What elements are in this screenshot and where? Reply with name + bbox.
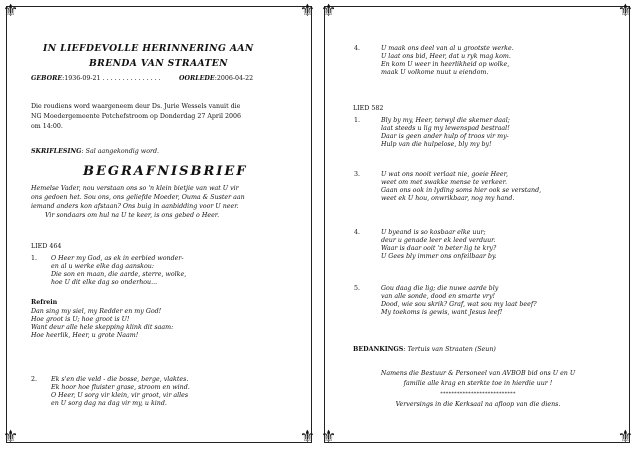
- verse-line: en al u werke elke dag aanskou:: [51, 263, 154, 271]
- service-intro-line: NG Moedergemeente Potchefstroom op Donderdag 27 April 2006: [31, 113, 241, 120]
- closing-line: Namens die Bestuur & Personeel van AVBOB bid ons U en U: [380, 370, 576, 377]
- verse-number: 3.: [354, 171, 361, 178]
- verse-line: O Heer my God, as ek in eerbied wonder-: [51, 255, 184, 262]
- hymn-verse-1: [381, 117, 510, 149]
- born-value: :1936-09-21 . . . . . . . . . . . . . . .: [62, 75, 161, 82]
- verse-line: Bly by my, Heer, terwyl die skemer daal;: [381, 117, 510, 124]
- refrain-line: Hoe groot is U; hoe groot is U!: [31, 316, 130, 324]
- fleur-de-lis-ornament-icon: ⚜: [299, 1, 315, 21]
- letter-line: Vir sondaars om hul na U te keer, is ons gebed o Heer.: [45, 212, 220, 219]
- verse-line: laat steeds u lig my lewenspad bestraal!: [381, 125, 510, 133]
- verse-number: 1.: [31, 255, 38, 262]
- fleur-de-lis-ornament-icon: ⚜: [3, 1, 19, 21]
- verse-line: hoe U dit elke dag so onderhou...: [51, 279, 158, 287]
- fleur-de-lis-ornament-icon: ⚜: [3, 427, 19, 447]
- service-intro-line: Die roudiens word waargeneem deur Ds. Jurie Wessels vanuit die: [31, 103, 241, 110]
- verse-line: weet om met swakke mense te verkeer.: [381, 179, 507, 187]
- verse-line: Ek hoor hoe fluister grase, stroom en wind.: [51, 384, 190, 392]
- verse-line: Daar is geen ander hulp of troos vir my-: [381, 133, 509, 141]
- verse-line: Gaan ons ook in lyding soms hier ook se verstand,: [381, 187, 542, 195]
- closing-line: Verversings in die Kerksaal na afloop van die diens.: [395, 401, 561, 408]
- fleur-de-lis-ornament-icon: ⚜: [617, 427, 633, 447]
- memorial-title-line2: BRENDA VAN STRAATEN: [89, 58, 228, 69]
- born-label: GEBORE: [31, 75, 63, 82]
- letter-line: ons gedoen het. Sou ons, ons geliefde Moeder, Ouma & Suster aan: [31, 194, 245, 201]
- died-label: OORLEDE: [179, 75, 215, 82]
- verse-number: 4.: [354, 229, 361, 236]
- scripture-reading: [31, 148, 159, 156]
- verse-1: [51, 255, 186, 287]
- verse-line: Dood, wie sou skrik? Graf, wat sou my laat beef?: [381, 301, 537, 309]
- verse-line: En kom U weer in heerlikheid op wolke,: [381, 61, 510, 69]
- refrain-line: Dan sing my siel, my Redder en my God!: [31, 308, 162, 315]
- reading-label: SKRIFLESING: [31, 148, 82, 155]
- fleur-de-lis-ornament-icon: ⚜: [321, 1, 337, 21]
- left-page: [3, 1, 315, 447]
- verse-line: en U sorg dag na dag vir my, u kind.: [51, 400, 167, 408]
- verse-line: maak U volkome nuut u eiendom.: [381, 69, 489, 77]
- hymn-verse-3: [381, 171, 541, 203]
- thanks-label: BEDANKINGS: [353, 346, 404, 353]
- verse-line: van alle sonde, dood en smarte vry!: [381, 293, 496, 301]
- verse-number: 2.: [31, 376, 38, 383]
- service-intro-line: om 14:00.: [31, 123, 63, 130]
- hymn-verse-5: [381, 285, 537, 317]
- verse-line: U Gees bly immer ons onfeilbaar by.: [381, 253, 497, 261]
- closing-divider: ***************************: [440, 391, 516, 397]
- verse-line: U wat ons nooit verlaat nie, goeie Heer,: [381, 171, 508, 178]
- verse-line: Waar is daar ooit 'n beter lig te kry?: [381, 245, 497, 253]
- refrain-line: Want deur alle hele skepping klink dit saam:: [31, 324, 174, 332]
- memorial-title-line1: IN LIEFDEVOLLE HERINNERING AAN: [43, 43, 254, 54]
- thanks-value: : Tertuis van Straaten (Seun): [403, 346, 496, 353]
- refrain: [31, 308, 173, 340]
- fleur-de-lis-ornament-icon: ⚜: [321, 427, 337, 447]
- section-heading: BEGRAFNISBRIEF: [83, 164, 248, 179]
- verse-4: [381, 45, 514, 77]
- verse-line: U maak ons deel van al u grootste werke.: [381, 45, 514, 52]
- acknowledgements: [353, 346, 496, 354]
- fleur-de-lis-ornament-icon: ⚜: [617, 1, 633, 21]
- verse-line: My toekoms is gewis, want Jesus leef!: [381, 309, 503, 317]
- verse-line: U laat ons bid, Heer, dat u ryk mag kom.: [381, 53, 511, 61]
- verse-line: deur u genade leer ek leed verduur.: [381, 237, 496, 245]
- verse-line: Gou daag die lig; die nuwe aarde bly: [381, 285, 499, 292]
- death-date: [179, 75, 253, 83]
- verse-number: 4.: [354, 45, 361, 52]
- hymn-verse-4: [381, 229, 497, 261]
- refrain-label: Refrein: [31, 299, 58, 306]
- verse-line: Die son en maan, die aarde, sterre, wolke,: [51, 271, 187, 279]
- letter-line: Hemelse Vader, nou verstaan ons so 'n klein bietjie van wat U vir: [31, 185, 239, 192]
- right-page: [321, 1, 633, 447]
- verse-line: O Heer, U sorg vir klein, vir groot, vir alles: [51, 392, 189, 400]
- verse-2: [51, 376, 190, 408]
- verse-line: weet ek U hou, onwrikbaar, nog my hand.: [381, 195, 515, 203]
- verse-line: Ek s'en die veld - die bosse, berge, vlaktes.: [51, 376, 189, 383]
- verse-number: 5.: [354, 285, 361, 292]
- verse-number: 1.: [354, 117, 361, 124]
- birth-date: [31, 75, 161, 83]
- fleur-de-lis-ornament-icon: ⚜: [299, 427, 315, 447]
- verse-line: U byeand is so kosbaar elke uur;: [381, 229, 486, 236]
- verse-line: Hulp van die hulpelose, bly my by!: [381, 141, 492, 149]
- died-value: :2006-04-22: [214, 75, 254, 82]
- reading-value: : Sal aangekondig word.: [81, 148, 160, 155]
- refrain-line: Hoe heerlik, Heer, u grote Naam!: [31, 332, 139, 340]
- hymn-label: LIED 464: [31, 243, 62, 250]
- hymn-label: LIED 582: [353, 105, 384, 112]
- letter-line: iemand anders kon afstaan? Ons buig in aanbidding voor U neer.: [31, 203, 239, 210]
- closing-line: familie alle krag en sterkte toe in hierdie uur !: [403, 380, 553, 387]
